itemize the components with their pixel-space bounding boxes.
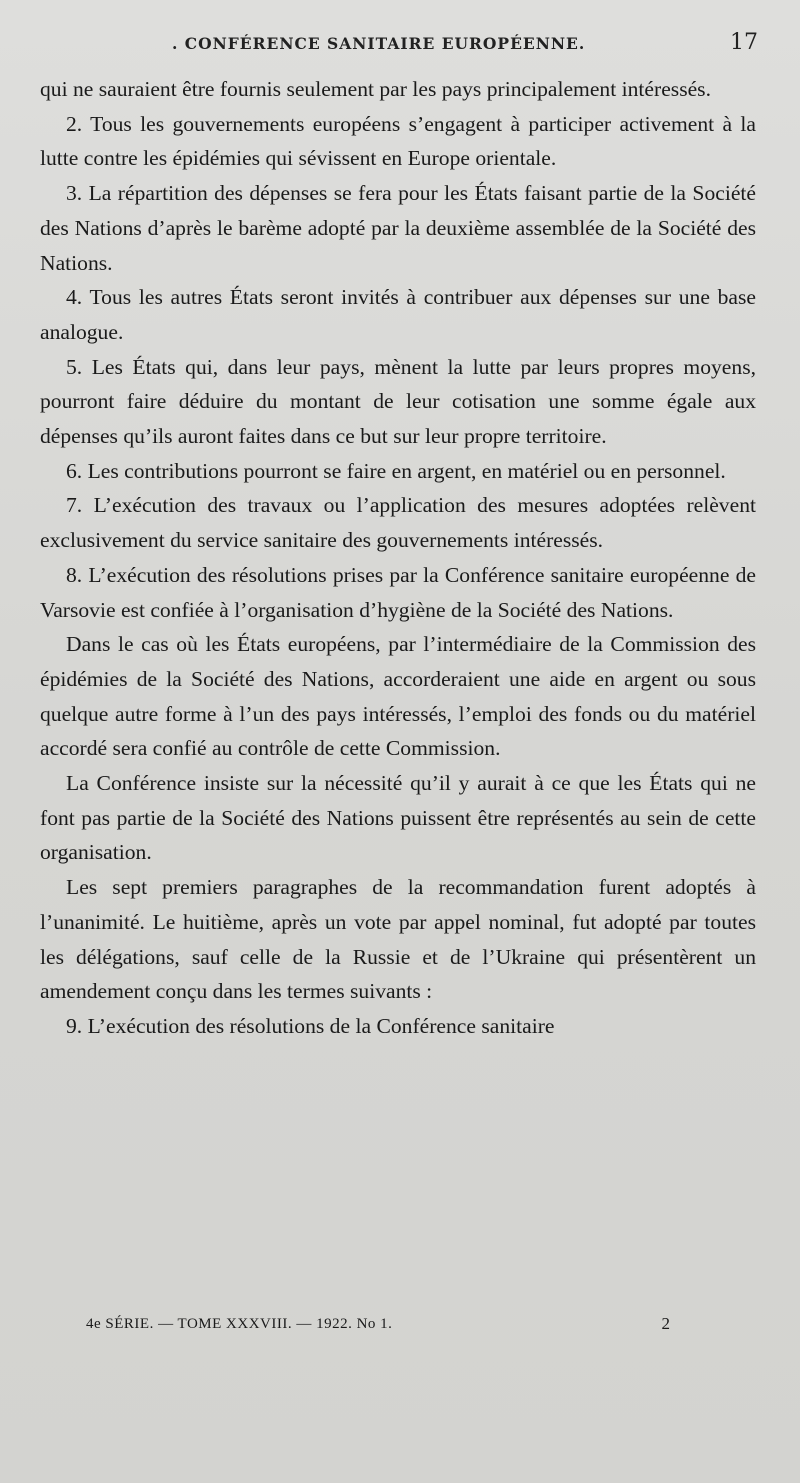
paragraph-item-8: 8. L’exécution des résolutions prises par la Conférence sanitaire européenne de Varsovie est confiée à l’organisation d’hygiène de la Société des Nations.	[40, 562, 756, 622]
paragraph-item-9: 9. L’exécution des résolutions de la Conférence sanitaire	[66, 1013, 555, 1038]
paragraph-item-2: 2. Tous les gouvernements européens s’engagent à participer activement à la lutte contre les épidémies qui sévissent en Europe orientale.	[40, 111, 756, 171]
page-footer	[86, 1316, 670, 1333]
running-title: . CONFÉRENCE SANITAIRE EUROPÉENNE.	[172, 34, 586, 53]
paragraph-item-6: 6. Les contributions pourront se faire en argent, en matériel ou en personnel.	[66, 458, 726, 483]
paragraph-vote: Les sept premiers paragraphes de la recommandation furent adoptés à l’unanimité. Le huitième, après un vote par appel nominal, fut adopté par toutes les délégations, sauf celle de la Russie et de l’Ukraine qui présentèrent un amendement conçu dans les termes suivants :	[40, 875, 756, 1004]
paragraph-continuation: qui ne sauraient être fournis seulement par les pays principalement intéressés.	[40, 77, 711, 101]
paragraph-item-3: 3. La répartition des dépenses se fera pour les États faisant partie de la Société des Nations d’après le barème adopté par la deuxième assemblée de la Société des Nations.	[40, 181, 756, 275]
page-number: 17	[730, 30, 758, 55]
page-header	[40, 30, 758, 64]
paragraph-item-5: 5. Les États qui, dans leur pays, mènent la lutte par leurs propres moyens, pourront faire déduire du montant de leur cotisation une somme égale aux dépenses qu’ils auront faites dans ce but sur leur propre territoire.	[40, 354, 756, 449]
paragraph-item-7: 7. L’exécution des travaux ou l’application des mesures adoptées relèvent exclusivement du service sanitaire des gouvernements intéressés.	[40, 493, 756, 553]
paragraph-insistence: La Conférence insiste sur la nécessité qu’il y aurait à ce que les États qui ne font pas partie de la Société des Nations puissent être représentés au sein de cette organisation.	[40, 771, 756, 865]
body-text	[40, 72, 756, 1044]
series-line: 4e SÉRIE. — TOME XXXVIII. — 1922. No 1.	[86, 1316, 393, 1332]
sheet-number: 2	[661, 1314, 670, 1333]
paragraph-commission: Dans le cas où les États européens, par l’intermédiaire de la Commission des épidémies de la Société des Nations, accorderaient une aide en argent ou sous quelque autre forme à l’un des pays intéressés, l’emploi des fonds ou du matériel accordé sera confié au contrôle de cette Commission.	[40, 632, 756, 761]
paragraph-item-4: 4. Tous les autres États seront invités à contribuer aux dépenses sur une base analogue.	[40, 285, 756, 344]
